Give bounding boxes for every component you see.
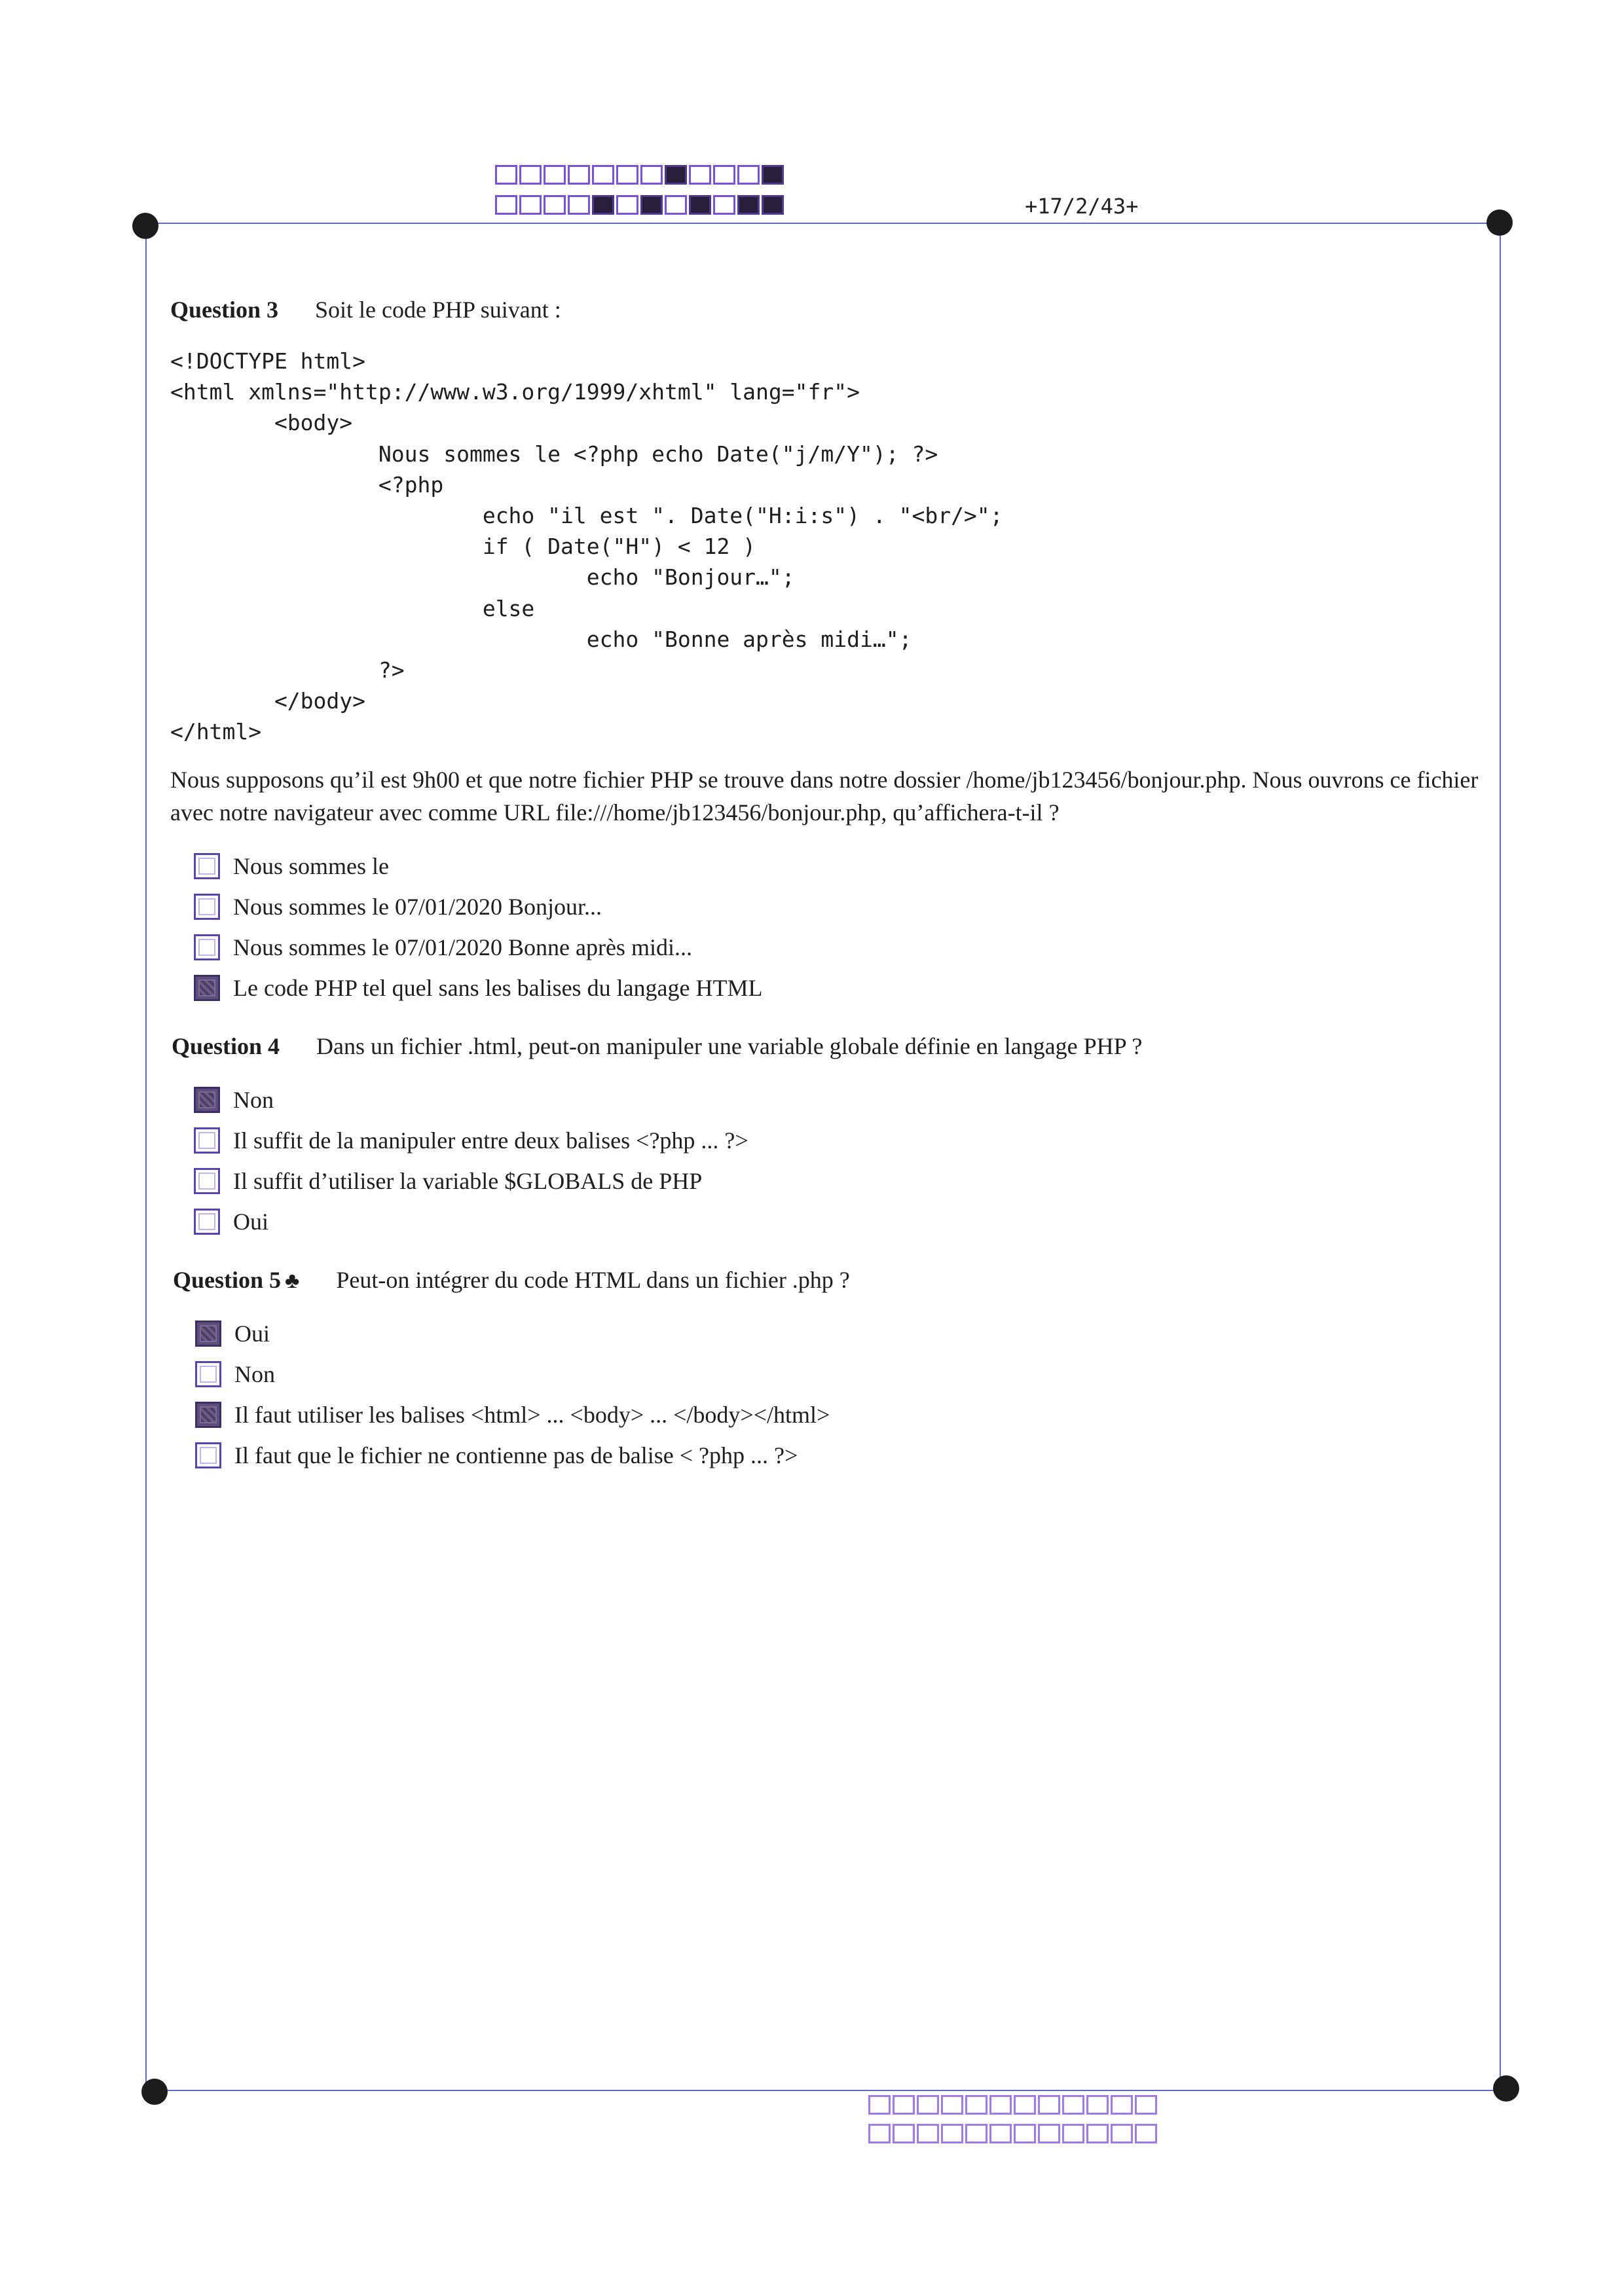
code-cell-empty — [616, 195, 638, 215]
choice-label: Nous sommes le — [233, 853, 389, 879]
top-code-row-1 — [495, 165, 796, 185]
code-cell-empty — [592, 165, 614, 185]
choice-label: Il suffit d’utiliser la variable $GLOBALS de PHP — [233, 1168, 703, 1194]
checkbox[interactable] — [194, 894, 220, 920]
code-cell-empty — [989, 2095, 1012, 2115]
choice-label: Oui — [234, 1321, 270, 1347]
code-line: echo "Bonne après midi…"; — [170, 626, 912, 652]
q3-choice-2[interactable] — [194, 893, 602, 920]
code-line: </html> — [170, 719, 262, 745]
question-5-prompt: Peut-on intégrer du code HTML dans un fichier .php ? — [336, 1267, 850, 1293]
q5-choice-1[interactable] — [195, 1320, 270, 1347]
code-cell-empty — [495, 195, 517, 215]
checkbox[interactable] — [194, 1127, 220, 1154]
code-cell-filled — [665, 165, 687, 185]
corner-mark-top-left — [132, 213, 158, 239]
code-cell-empty — [868, 2095, 891, 2115]
code-cell-empty — [544, 165, 566, 185]
code-line: echo "Bonjour…"; — [170, 564, 795, 591]
frame-left-line — [145, 223, 147, 2090]
corner-mark-bottom-left — [141, 2079, 168, 2105]
checkbox[interactable] — [195, 1402, 221, 1428]
top-code-row-2 — [495, 195, 796, 215]
q5-choice-3[interactable] — [195, 1401, 830, 1429]
choice-label: Non — [233, 1087, 274, 1113]
code-cell-empty — [665, 195, 687, 215]
code-cell-empty — [568, 165, 590, 185]
frame-right-line — [1500, 223, 1501, 2090]
code-line: <!DOCTYPE html> — [170, 348, 366, 374]
choice-label: Il faut que le fichier ne contienne pas de balise < ?php ... ?> — [234, 1442, 798, 1468]
code-cell-empty — [893, 2095, 915, 2115]
question-4-prompt: Dans un fichier .html, peut-on manipuler une variable globale définie en langage PHP ? — [316, 1033, 1143, 1059]
checkbox[interactable] — [194, 853, 220, 879]
question-5-label — [173, 1266, 299, 1294]
code-cell-empty — [1014, 2095, 1036, 2115]
code-cell-empty — [868, 2124, 891, 2143]
choice-label: Oui — [233, 1209, 268, 1235]
code-cell-empty — [965, 2124, 987, 2143]
q4-choice-4[interactable] — [194, 1208, 268, 1235]
frame-top-line — [145, 223, 1500, 224]
bottom-code-row-2 — [868, 2124, 1170, 2143]
choice-label: Il faut utiliser les balises <html> ... <body> ... </body></html> — [234, 1402, 830, 1428]
question-5-label-text: Question 5 — [173, 1267, 282, 1293]
code-cell-empty — [1135, 2124, 1157, 2143]
code-cell-empty — [713, 195, 735, 215]
code-line: </body> — [170, 688, 366, 714]
code-cell-empty — [917, 2095, 939, 2115]
code-cell-empty — [1111, 2095, 1133, 2115]
code-cell-empty — [1038, 2095, 1060, 2115]
multiple-answer-club-icon: ♣ — [285, 1269, 300, 1293]
code-cell-empty — [989, 2124, 1012, 2143]
code-cell-empty — [1086, 2095, 1109, 2115]
code-cell-empty — [893, 2124, 915, 2143]
checkbox[interactable] — [195, 1361, 221, 1387]
checkbox[interactable] — [194, 1168, 220, 1194]
choice-label: Nous sommes le 07/01/2020 Bonne après midi... — [233, 934, 692, 960]
code-cell-empty — [495, 165, 517, 185]
choice-label: Non — [234, 1361, 275, 1387]
code-cell-empty — [1086, 2124, 1109, 2143]
code-cell-filled — [737, 195, 760, 215]
code-cell-filled — [762, 195, 784, 215]
code-line: if ( Date("H") < 12 ) — [170, 534, 756, 560]
top-binary-code — [495, 165, 796, 224]
code-cell-empty — [1062, 2095, 1084, 2115]
code-cell-empty — [1111, 2124, 1133, 2143]
corner-mark-bottom-right — [1493, 2075, 1519, 2102]
code-cell-empty — [1062, 2124, 1084, 2143]
code-cell-empty — [737, 165, 760, 185]
code-cell-filled — [689, 195, 711, 215]
code-cell-empty — [519, 195, 542, 215]
checkbox[interactable] — [194, 1209, 220, 1235]
q3-choice-4[interactable] — [194, 974, 763, 1002]
code-cell-empty — [1038, 2124, 1060, 2143]
code-cell-empty — [941, 2124, 963, 2143]
question-4-heading — [172, 1032, 1142, 1060]
q4-choice-1[interactable] — [194, 1086, 274, 1114]
q4-choice-2[interactable] — [194, 1127, 748, 1154]
q5-choice-4[interactable] — [195, 1442, 798, 1469]
q4-choice-3[interactable] — [194, 1167, 702, 1195]
bottom-code-row-1 — [868, 2095, 1170, 2115]
q3-choice-3[interactable] — [194, 934, 692, 961]
question-3-prompt: Soit le code PHP suivant : — [315, 297, 561, 323]
question-5-heading — [173, 1266, 850, 1294]
checkbox[interactable] — [195, 1442, 221, 1468]
code-cell-empty — [544, 195, 566, 215]
checkbox[interactable] — [194, 975, 220, 1001]
code-cell-empty — [689, 165, 711, 185]
question-3-context-paragraph: Nous supposons qu’il est 9h00 et que notre fichier PHP se trouve dans notre dossier /home/jb123456/bonjour.php. Nous ouvrons ce fichier avec notre navigateur avec comme URL file:///home/jb123456/bonjour.php, qu’affichera-t-il ? — [170, 767, 1479, 826]
code-cell-filled — [762, 165, 784, 185]
frame-bottom-line — [155, 2090, 1506, 2091]
corner-mark-top-right — [1486, 210, 1513, 236]
code-cell-empty — [965, 2095, 987, 2115]
code-cell-filled — [592, 195, 614, 215]
code-line: Nous sommes le <?php echo Date("j/m/Y"); ?> — [170, 441, 938, 467]
code-line: <html xmlns="http://www.w3.org/1999/xhtml" lang="fr"> — [170, 379, 860, 405]
choice-label: Il suffit de la manipuler entre deux balises <?php ... ?> — [233, 1127, 748, 1154]
question-3-label: Question 3 — [170, 297, 279, 323]
question-4-label: Question 4 — [172, 1033, 280, 1059]
code-line: else — [170, 595, 535, 621]
code-cell-empty — [1014, 2124, 1036, 2143]
code-cell-empty — [713, 165, 735, 185]
code-cell-empty — [568, 195, 590, 215]
code-cell-filled — [640, 195, 663, 215]
q5-choice-2[interactable] — [195, 1360, 275, 1388]
choice-label: Nous sommes le 07/01/2020 Bonjour... — [233, 894, 602, 920]
checkbox[interactable] — [194, 1087, 220, 1113]
code-cell-empty — [519, 165, 542, 185]
php-code-block — [170, 346, 1003, 748]
code-line: <body> — [170, 410, 353, 436]
code-line: ?> — [170, 657, 405, 683]
code-cell-empty — [1135, 2095, 1157, 2115]
q3-choice-1[interactable] — [194, 852, 389, 880]
code-cell-empty — [616, 165, 638, 185]
checkbox[interactable] — [195, 1321, 221, 1347]
code-line: echo "il est ". Date("H:i:s") . "<br/>"; — [170, 503, 1003, 529]
code-cell-empty — [941, 2095, 963, 2115]
bottom-binary-code — [868, 2095, 1170, 2147]
checkbox[interactable] — [194, 934, 220, 960]
question-3-heading — [170, 296, 561, 323]
code-line: <?php — [170, 471, 444, 498]
page-identifier: +17/2/43+ — [1025, 194, 1139, 219]
code-cell-empty — [640, 165, 663, 185]
code-cell-empty — [917, 2124, 939, 2143]
choice-label: Le code PHP tel quel sans les balises du langage HTML — [233, 975, 763, 1001]
